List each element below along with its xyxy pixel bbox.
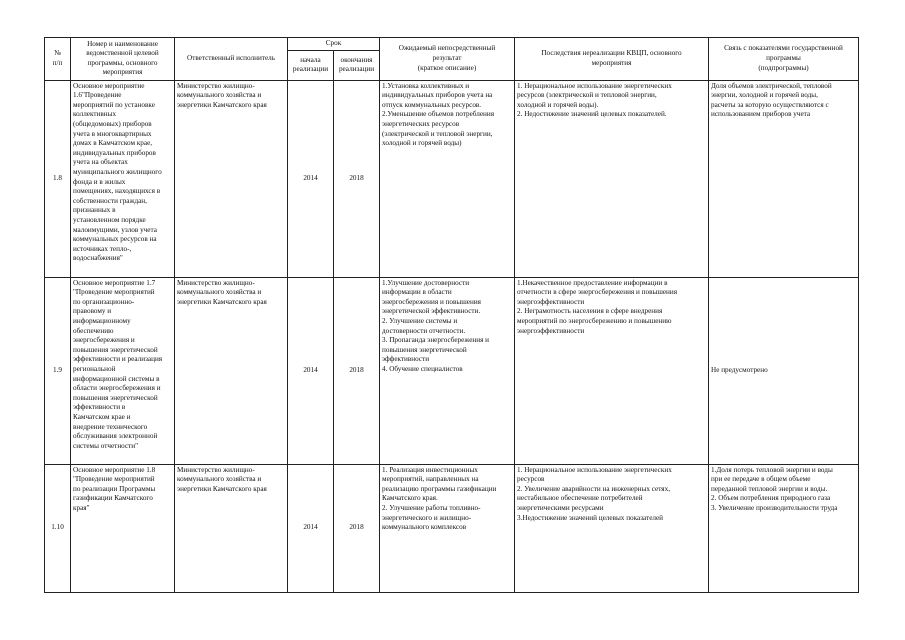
table-row	[45, 277, 859, 464]
row-name: Основное мероприятие 1.7 "Проведение мероприятий по организационно- правовому и информационному обеспечению энергосбережения и повышения энергетической эффективности и реализация региональной информационной системы в области энергосбережения и повышения энергетической эффективности в Камчатском крае и внедрение технического обслуживания электронной системы отчетности"	[71, 277, 175, 464]
row-start: 2014	[288, 277, 334, 464]
row-consequences: 1. Нерациональное использование энергетических ресурсов 2. Увеличение аварийности на инженерных сетях, нестабильное обеспечение потребителей энергетическими ресурсами 3.Недостижение значений целевых показателей	[515, 464, 709, 592]
row-result: 1.Установка коллективных и индивидуальных приборов учета на отпуск коммунальных ресурсов. 2.Уменьшение объемов потребления энергетических ресурсов (электрической и тепловой энергии, холодной и горячей воды)	[380, 80, 515, 277]
header-start: начала реализации	[288, 50, 334, 80]
row-consequences: 1.Некачественное предоставление информации в отчетности в сфере энергосбережения и повышения энергоэффективности 2. Неграмотность населения в сфере внедрения мероприятий по энергосбережению и повышению энергоэффективности	[515, 277, 709, 464]
row-num: 1.10	[45, 464, 71, 592]
row-start: 2014	[288, 464, 334, 592]
header-executor: Ответственный исполнитель	[175, 38, 288, 81]
row-link: Доля объемов электрической, тепловой энергии, холодной и горячей воды, расчеты за которую осуществляются с использованием приборов учета	[709, 80, 859, 277]
row-result: 1. Реализация инвестиционных мероприятий, направленных на реализацию программы газификации Камчатского края. 2. Улучшение работы топливно- энергетического и жилищно- коммунального комплексов	[380, 464, 515, 592]
row-name: Основное мероприятие 1.8 "Проведение мероприятий по реализации Программы газификации Камчатского края"	[71, 464, 175, 592]
row-name: Основное мероприятие 1.6"Проведение мероприятий по установке коллективных (общедомовых) приборов учета в многоквартирных домах в Камчатском крае, индивидуальных приборов учета на объектах муниципального жилищного фонда и в жилых помещениях, находящихся в собственности граждан, признанных в установленном порядке малоимущими, узлов учета коммунальных ресурсов на источниках тепло-, водоснабжения"	[71, 80, 175, 277]
table-row	[45, 464, 859, 592]
header-link: Связь с показателями государственной программы (подпрограммы)	[709, 38, 859, 81]
header-end: окончания реализации	[334, 50, 380, 80]
row-link: 1.Доля потерь тепловой энергии и воды при ее передаче в общем объеме переданной тепловой энергии и воды. 2. Объем потребления природного газа 3. Увеличение производительности труда	[709, 464, 859, 592]
row-num: 1.8	[45, 80, 71, 277]
row-executor: Министерство жилищно- коммунального хозяйства и энергетики Камчатского края	[175, 464, 288, 592]
row-executor: Министерство жилищно- коммунального хозяйства и энергетики Камчатского края	[175, 277, 288, 464]
row-link: Не предусмотрено	[709, 277, 859, 464]
header-consequences: Последствия нереализации КВЦП, основного мероприятия	[515, 38, 709, 81]
row-executor: Министерство жилищно- коммунального хозяйства и энергетики Камчатского края	[175, 80, 288, 277]
row-end: 2018	[334, 277, 380, 464]
row-consequences: 1. Нерациональное использование энергетических ресурсов (электрической и тепловой энергии, холодной и горячей воды). 2. Недостижение значений целевых показателей.	[515, 80, 709, 277]
row-end: 2018	[334, 80, 380, 277]
program-table	[44, 37, 859, 593]
header-num: № п/п	[45, 38, 71, 81]
row-end: 2018	[334, 464, 380, 592]
header-result: Ожидаемый непосредственный результат (краткое описание)	[380, 38, 515, 81]
header-name: Номер и наименование ведомственной целевой программы, основного мероприятия	[71, 38, 175, 81]
table-row	[45, 80, 859, 277]
row-result: 1.Улучшение достоверности информации в области энергосбережения и повышения энергетической эффективности. 2. Улучшение системы и достоверности отчетности. 3. Пропаганда энергосбережения и повышения энергетической эффективности 4. Обучение специалистов	[380, 277, 515, 464]
header-period: Срок	[288, 38, 380, 51]
row-start: 2014	[288, 80, 334, 277]
row-num: 1.9	[45, 277, 71, 464]
